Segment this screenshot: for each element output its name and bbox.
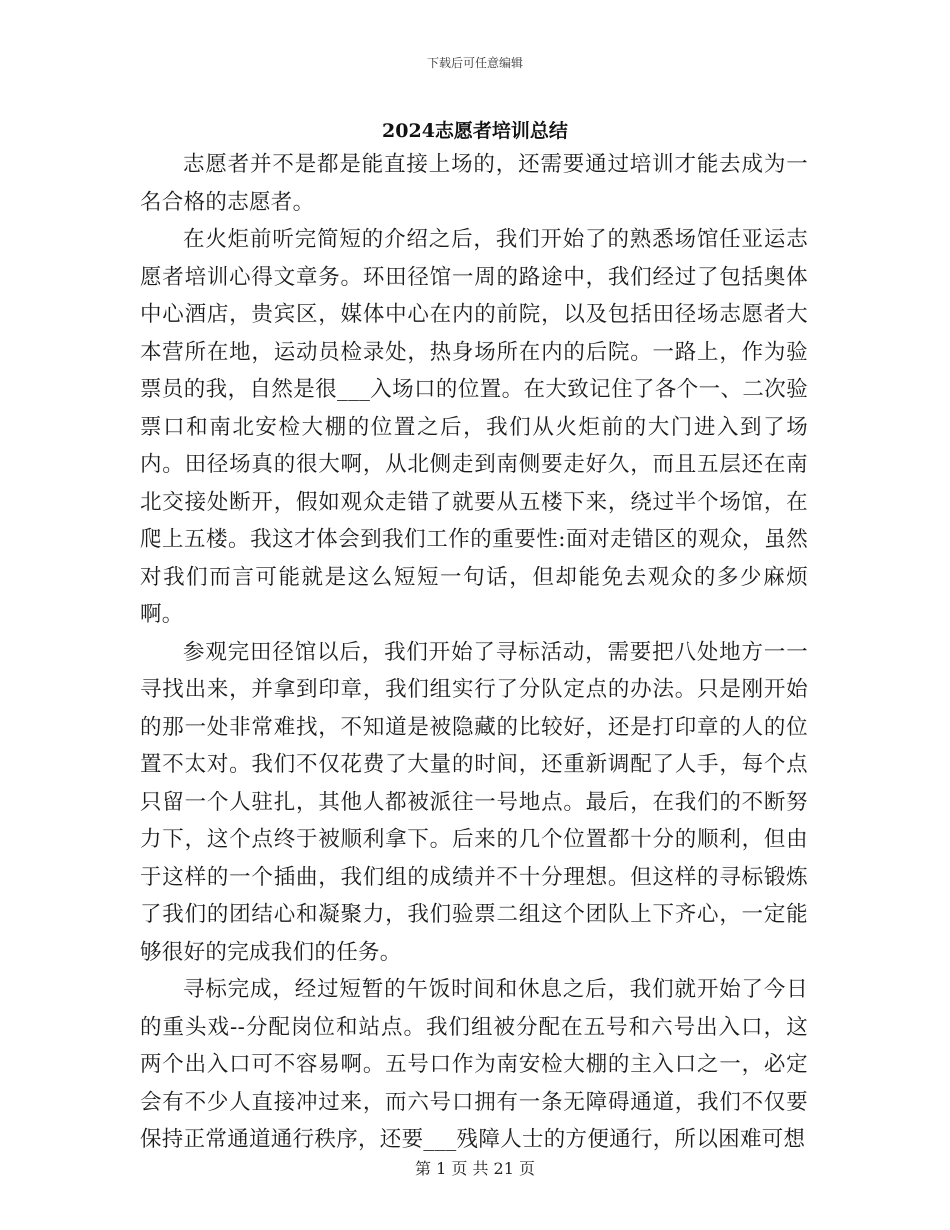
document-title: 2024志愿者培训总结: [382, 120, 568, 142]
paragraph-post-assignment: 寻标完成，经过短暂的午饭时间和休息之后，我们就开始了今日的重头戏--分配岗位和站点。我们组被分配在五号和六号出入口，这两个出入口可不容易啊。五号口作为南安检大棚的主入口之一，必定会有不少人直接冲过来，而六号口拥有一条无障碍通道，我们不仅要保持正常通道通行秩序，还要___残障人士的方便通行，所以困难可想: [140, 977, 808, 1152]
paragraph-venue-tour: 在火炬前听完简短的介绍之后，我们开始了的熟悉场馆任亚运志愿者培训心得文章务。环田径馆一周的路途中，我们经过了包括奥体中心酒店，贵宾区，媒体中心在内的前院，以及包括田径场志愿者大本营所在地，运动员检录处，热身场所在内的后院。一路上，作为验票员的我，自然是很___入场口的位置。在大致记住了各个一、二次验票口和南北安检大棚的位置之后，我们从火炬前的大门进入到了场内。田径场真的很大啊，从北侧走到南侧要走好久，而且五层还在南北交接处断开，假如观众走错了就要从五楼下来，绕过半个场馆，在爬上五楼。我这才体会到我们工作的重要性:面对走错区的观众，虽然对我们而言可能就是这么短短一句话，但却能免去观众的多少麻烦啊。: [140, 227, 808, 627]
paragraph-intro: 志愿者并不是都是能直接上场的，还需要通过培训才能去成为一名合格的志愿者。: [140, 152, 808, 215]
download-note: 下载后可任意编辑: [426, 56, 523, 70]
document-body: [140, 146, 808, 1159]
page-number: 第 1 页 共 21 页: [415, 1159, 535, 1178]
paragraph-scavenger-hunt: 参观完田径馆以后，我们开始了寻标活动，需要把八处地方一一寻找出来，并拿到印章，我们组实行了分队定点的办法。只是刚开始的那一处非常难找，不知道是被隐藏的比较好，还是打印章的人的位置不太对。我们不仅花费了大量的时间，还重新调配了人手，每个点只留一个人驻扎，其他人都被派往一号地点。最后，在我们的不断努力下，这个点终于被顺利拿下。后来的几个位置都十分的顺利，但由于这样的一个插曲，我们组的成绩并不十分理想。但这样的寻标锻炼了我们的团结心和凝聚力，我们验票二组这个团队上下齐心，一定能够很好的完成我们的任务。: [140, 639, 808, 965]
